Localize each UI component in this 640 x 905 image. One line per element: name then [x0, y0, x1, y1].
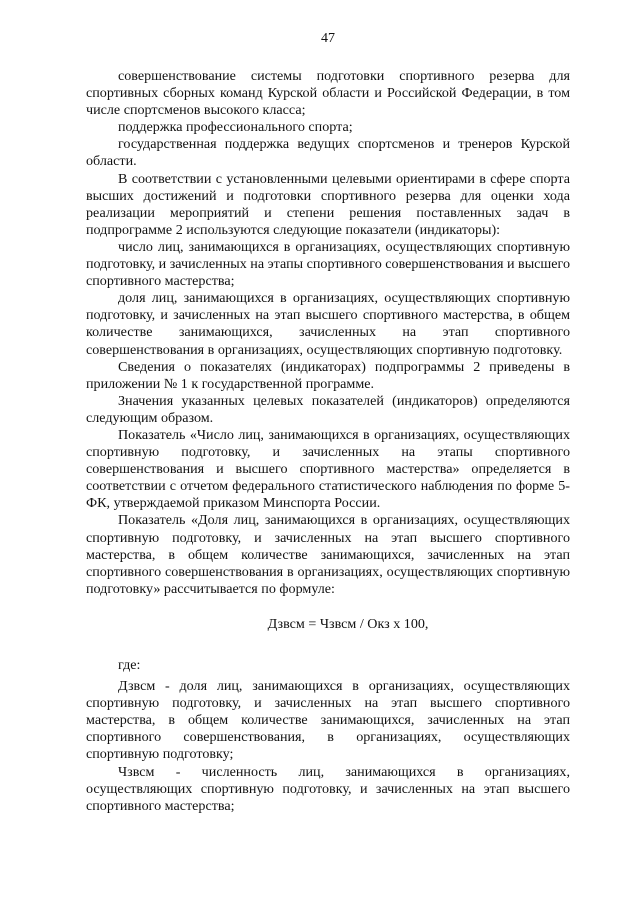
page-number: 47 — [321, 31, 335, 46]
paragraph: доля лиц, занимающихся в организациях, осуществляющих спортивную подготовку, и зачисленных на этап высшего спортивного мастерства, в общем количестве занимающихся, зачисленных на этап спортивного совершенствования в организациях, осуществляющих спортивную подготовку. — [86, 290, 570, 358]
paragraph: Значения указанных целевых показателей (индикаторов) определяются следующим образом. — [86, 392, 570, 426]
document-page — [86, 30, 570, 815]
paragraph: Сведения о показателях (индикаторах) подпрограммы 2 приведены в приложении № 1 к государственной программе. — [86, 358, 570, 392]
paragraph: совершенствование системы подготовки спортивного резерва для спортивных сборных команд Курской области и Российской Федерации, в том числе спортсменов высокого класса; — [86, 68, 570, 119]
paragraph: государственная поддержка ведущих спортсменов и тренеров Курской области. — [86, 136, 570, 170]
paragraph: число лиц, занимающихся в организациях, осуществляющих спортивную подготовку, и зачисленных на этапы спортивного совершенствования и высшего спортивного мастерства; — [86, 238, 570, 290]
paragraph: Показатель «Число лиц, занимающихся в организациях, осуществляющих спортивную подготовку, и зачисленных на этапы спортивного совершенствования и высшего спортивного мастерства» определяется в соответствии с отчетом федерального статистического наблюдения по форме 5-ФК, утверждаемой приказом Минспорта России. — [86, 426, 570, 512]
paragraph: Дзвсм - доля лиц, занимающихся в организациях, осуществляющих спортивную подготовку, и зачисленных на этап высшего спортивного мастерства, в общем количестве занимающихся, зачисленных на этап спортивного совершенствования, в организациях, осуществляющих спортивную подготовку; — [86, 678, 570, 763]
formula: Дзвсм = Чзвсм / Окз х 100, — [267, 615, 429, 632]
paragraph: где: — [118, 657, 141, 673]
paragraph: В соответствии с установленными целевыми ориентирами в сфере спорта высших достижений и подготовки спортивного резерва для оценки хода реализации мероприятий и степени решения поставленных задач в подпрограмме 2 используются следующие показатели (индикаторы): — [86, 170, 570, 238]
paragraph: Чзвсм - численность лиц, занимающихся в организациях, осуществляющих спортивную подготовку, и зачисленных на этап высшего спортивного мастерства; — [86, 763, 570, 814]
paragraph: Показатель «Доля лиц, занимающихся в организациях, осуществляющих спортивную подготовку, и зачисленных на этап высшего спортивного мастерства, в общем количестве занимающихся, зачисленных на этап спортивного совершенствования в организациях, осуществляющих спортивную подготовку» рассчитывается по формуле: — [86, 512, 570, 597]
paragraph: поддержка профессионального спорта; — [118, 119, 353, 136]
